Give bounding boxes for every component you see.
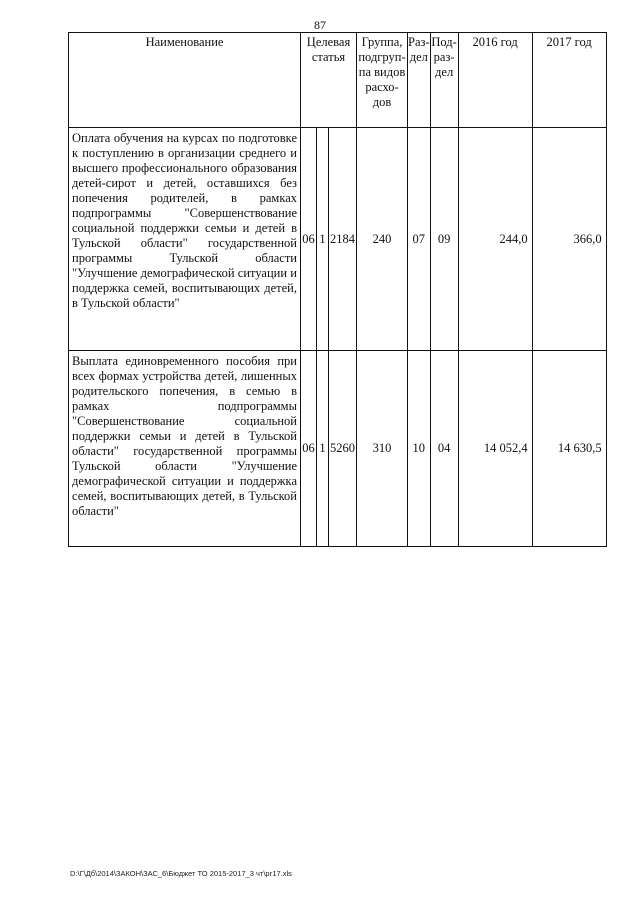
amount-2016-cell: 244,0	[458, 128, 532, 351]
header-target-article: Целевая статья	[301, 33, 357, 128]
row-name: Выплата единовременного пособия при всех формах устройства детей, лишенных родительского попечения, в семью в рамках подпрограммы "Совершенствование социальной поддержки семьи и детей в Тульской области" государственной программы Тульской области "Улучшение демографической ситуации и поддержка семей, воспитывающих детей, в Тульской области"	[69, 351, 301, 547]
header-name: Наименование	[69, 33, 301, 128]
target-article-part-2: 1	[317, 351, 329, 547]
header-subsection: Под-раз-дел	[430, 33, 458, 128]
header-section: Раз-дел	[408, 33, 431, 128]
subsection-cell: 04	[430, 351, 458, 547]
target-article-part-2: 1	[317, 128, 329, 351]
expense-group-cell: 310	[357, 351, 408, 547]
amount-2017-cell: 366,0	[532, 128, 606, 351]
section-cell: 10	[408, 351, 431, 547]
row-name: Оплата обучения на курсах по подготовке к поступлению в организации среднего и высшего профессионального образования детей-сирот и детей, оставшихся без попечения родителей, в рамках подпрограммы "Совершенствование социальной поддержки семьи и детей в Тульской области" государственной программы Тульской области "Улучшение демографической ситуации и поддержка семей, воспитывающих детей, в Тульской области"	[69, 128, 301, 351]
subsection-cell: 09	[430, 128, 458, 351]
target-article-part-1: 06	[301, 128, 317, 351]
table-row	[69, 351, 607, 547]
section-cell: 07	[408, 128, 431, 351]
target-article-part-3: 2184	[329, 128, 357, 351]
header-2016: 2016 год	[458, 33, 532, 128]
expense-group-cell: 240	[357, 128, 408, 351]
target-article-part-1: 06	[301, 351, 317, 547]
amount-2017-cell: 14 630,5	[532, 351, 606, 547]
page-number: 87	[314, 18, 326, 32]
header-row	[69, 33, 607, 128]
header-2017: 2017 год	[532, 33, 606, 128]
amount-2016-cell: 14 052,4	[458, 351, 532, 547]
budget-table	[68, 32, 607, 547]
header-expense-group: Группа, подгруп-па видов расхо-дов	[357, 33, 408, 128]
file-path-footer: D:\Г\Дб\2014\ЗАКОН\ЗАС_6\Бюджет ТО 2015-2017_3 чт\рг17.xls	[70, 869, 292, 878]
target-article-part-3: 5260	[329, 351, 357, 547]
table-row	[69, 128, 607, 351]
